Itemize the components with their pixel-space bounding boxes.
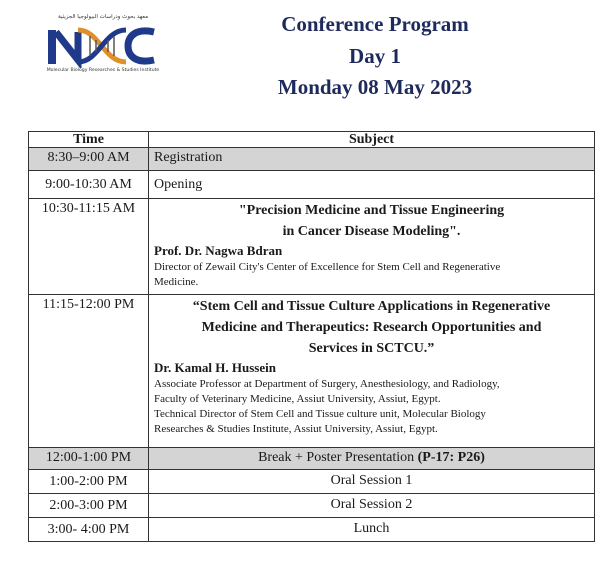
time-cell: 12:00-1:00 PM bbox=[29, 448, 149, 470]
time-cell: 8:30–9:00 AM bbox=[29, 148, 149, 171]
dna-logo-icon bbox=[44, 22, 162, 68]
table-row bbox=[29, 470, 595, 494]
logo-caption: Molecular Biology Researches & Studies Institute bbox=[46, 68, 160, 73]
talk-title: “Stem Cell and Tissue Culture Applications in Regenerative Medicine and Therapeutics: Research Opportunities and Services in SCTCU.” bbox=[192, 299, 551, 356]
speaker-name: Dr. Kamal H. Hussein bbox=[154, 360, 276, 375]
subject-column-header: Subject bbox=[149, 132, 595, 148]
table-row bbox=[29, 148, 595, 171]
subject-cell bbox=[149, 199, 595, 295]
subject-cell: Registration bbox=[149, 148, 595, 171]
time-cell: 1:00-2:00 PM bbox=[29, 470, 149, 494]
subject-cell: Opening bbox=[149, 171, 595, 199]
subject-cell: Oral Session 2 bbox=[149, 494, 595, 518]
table-row bbox=[29, 518, 595, 542]
subject-cell bbox=[149, 448, 595, 470]
subject-cell: Lunch bbox=[149, 518, 595, 542]
time-cell: 3:00- 4:00 PM bbox=[29, 518, 149, 542]
table-row bbox=[29, 199, 595, 295]
day-label: Day 1 bbox=[349, 44, 401, 68]
speaker-affiliation: Director of Zewail City's Center of Excellence for Stem Cell and Regenerative Medicine. bbox=[154, 261, 501, 288]
time-column-header: Time bbox=[29, 132, 149, 148]
program-table bbox=[28, 131, 595, 542]
table-row bbox=[29, 295, 595, 448]
poster-range: (P-17: P26) bbox=[417, 450, 485, 465]
speaker-name: Prof. Dr. Nagwa Bdran bbox=[154, 243, 283, 258]
break-label: Break + Poster Presentation bbox=[258, 450, 418, 465]
table-row bbox=[29, 494, 595, 518]
subject-cell bbox=[149, 295, 595, 448]
table-header-row bbox=[29, 132, 595, 148]
program-title: Conference Program bbox=[281, 12, 469, 36]
table-row bbox=[29, 171, 595, 199]
time-cell: 10:30-11:15 AM bbox=[29, 199, 149, 295]
time-cell: 2:00-3:00 PM bbox=[29, 494, 149, 518]
time-cell: 9:00-10:30 AM bbox=[29, 171, 149, 199]
institute-logo bbox=[30, 14, 176, 76]
table-row bbox=[29, 448, 595, 470]
logo-arabic-text: معهد بحوث ودراسات البيولوجيا الجزيئية bbox=[57, 14, 149, 20]
time-cell: 11:15-12:00 PM bbox=[29, 295, 149, 448]
talk-title: "Precision Medicine and Tissue Engineering in Cancer Disease Modeling". bbox=[238, 203, 505, 239]
subject-cell: Oral Session 1 bbox=[149, 470, 595, 494]
date-label: Monday 08 May 2023 bbox=[277, 75, 473, 99]
speaker-affiliation: Associate Professor at Department of Surgery, Anesthesiology, and Radiology, Faculty of Veterinary Medicine, Assiut University, Assiut, Egypt. Technical Director of Stem Cell and Tissue culture unit, Molecular Biology Researches & Studies Institute, Assiut University, Assiut, Egypt. bbox=[154, 378, 500, 435]
